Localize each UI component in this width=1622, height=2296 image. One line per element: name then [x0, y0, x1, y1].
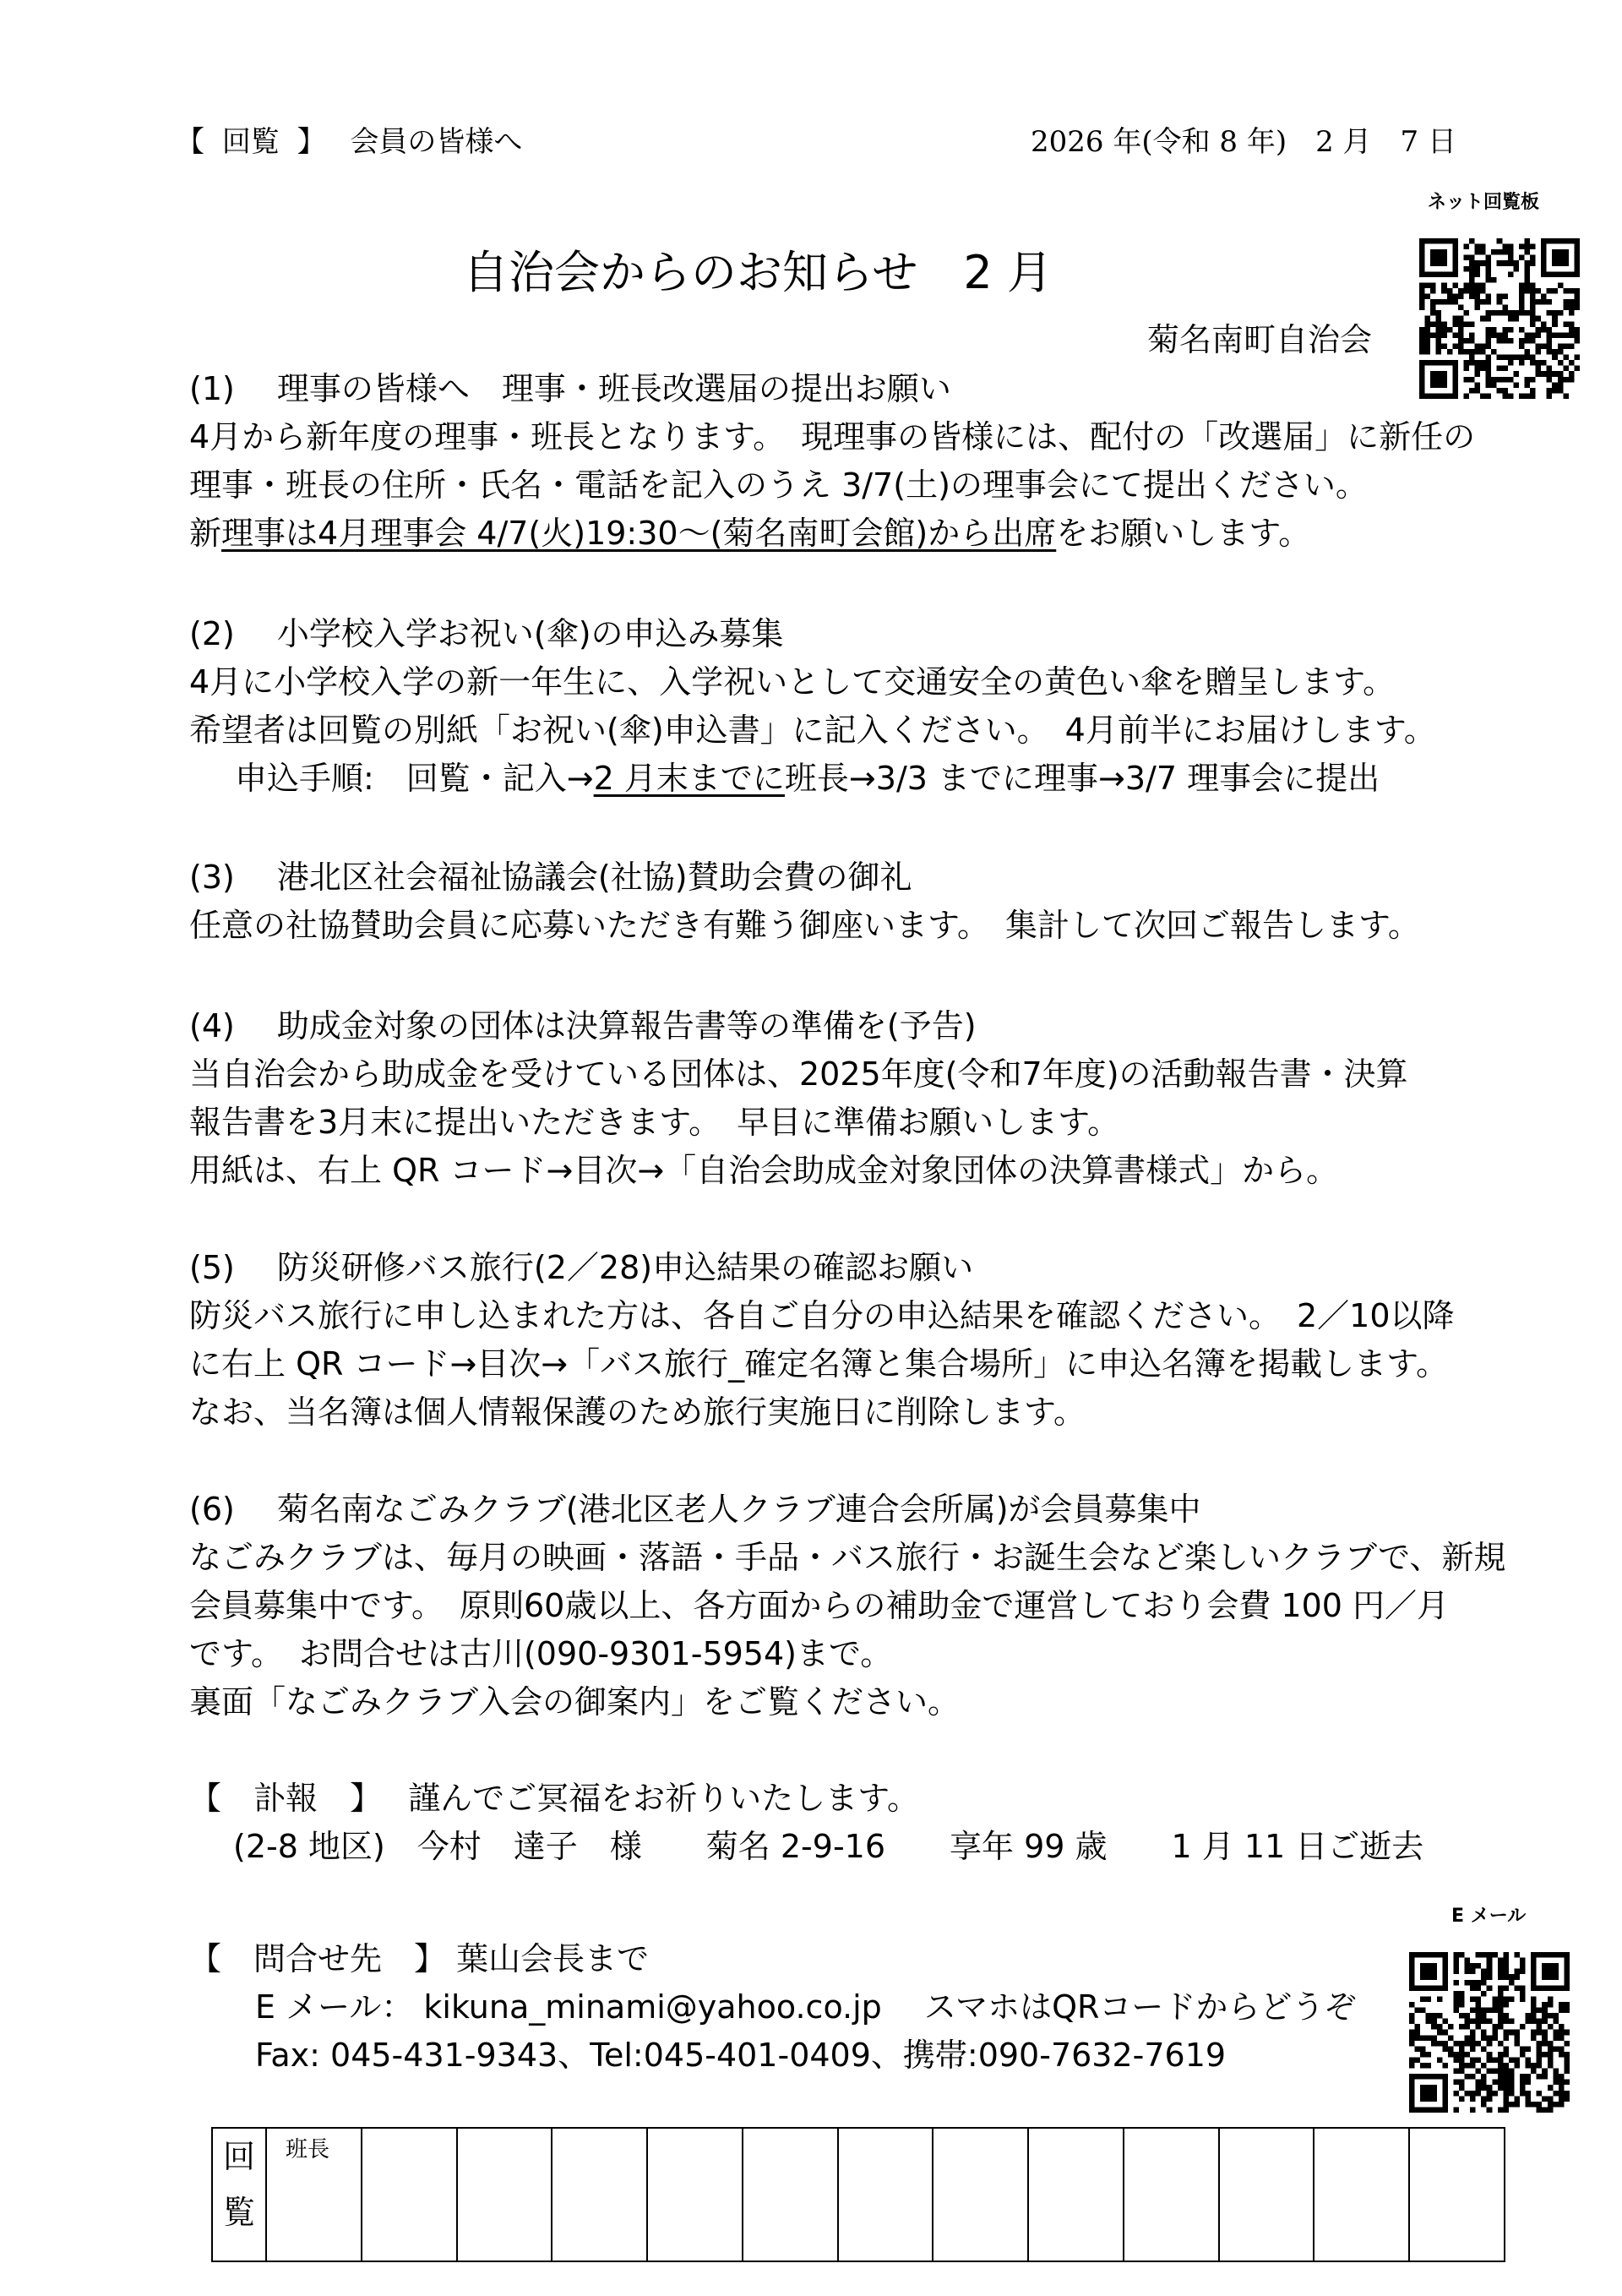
bracket-open: 【 [176, 125, 204, 159]
underlined-text: 2 月末までに [593, 760, 785, 797]
stamp-cell[interactable] [1219, 2128, 1314, 2261]
section-2 [189, 610, 1436, 803]
stamp-cell-hancho[interactable]: 班長 [266, 2128, 362, 2261]
section-line: 希望者は回覧の別紙「お祝い(傘)申込書」に記入ください。 4月前半にお届けします。 [189, 712, 1436, 749]
section-line: 用紙は、右上 QR コード→目次→「自治会助成金対象団体の決算書様式」から。 [189, 1152, 1339, 1189]
section-line: です。 お問合せは古川(090-9301-5954)まで。 [189, 1635, 893, 1672]
qr-caption-email: E メール [1451, 1906, 1527, 1927]
section-1 [189, 365, 1475, 558]
obituary [189, 1775, 1423, 1871]
section-line [189, 510, 1475, 558]
page-title: 自治会からのお知らせ 2 月 [463, 246, 1053, 299]
circulation-label-top: 回 [222, 2138, 255, 2175]
text-run: 班長→3/3 までに理事→3/7 理事会に提出 [784, 760, 1380, 797]
contact-block [189, 1935, 1356, 2080]
underlined-text: 理事は4月理事会 4/7(火)19:30～(菊名南町会館)から出席 [221, 515, 1057, 552]
section-heading: (5) 防災研修バス旅行(2／28)申込結果の確認お願い [189, 1249, 974, 1286]
stamp-cell[interactable] [838, 2128, 933, 2261]
circulation-row [212, 2128, 1505, 2261]
email-qr-code-icon[interactable] [1409, 1952, 1570, 2113]
email-line: E メール： kikuna_minami@yahoo.co.jp スマホはQRコードからどうぞ [255, 1988, 1357, 2026]
section-line: 裏面「なごみクラブ入会の御案内」をご覧ください。 [189, 1683, 961, 1721]
issuer: 菊名南町自治会 [1147, 321, 1373, 358]
obituary-heading: 【 訃報 】 謹んでご冥福をお祈りいたします。 [189, 1780, 920, 1817]
circulation-table [211, 2127, 1505, 2262]
stamp-cell[interactable] [552, 2128, 647, 2261]
section-line: なお、当名簿は個人情報保護のため旅行実施日に削除します。 [189, 1393, 1086, 1431]
bracket-close: 】 [297, 125, 326, 159]
section-5 [189, 1244, 1455, 1437]
section-4 [189, 1002, 1408, 1195]
circulation-label-bottom: 覧 [222, 2194, 255, 2231]
section-heading: (2) 小学校入学お祝い(傘)の申込み募集 [189, 615, 784, 652]
section-line: 報告書を3月末に提出いただきます。 早目に準備お願いします。 [189, 1104, 1120, 1141]
qr-caption-top: ネット回覧板 [1428, 192, 1540, 213]
section-line: 会員募集中です。 原則60歳以上、各方面からの補助金で運営しており会費 100 円／月 [189, 1587, 1450, 1624]
section-line: 4月に小学校入学の新一年生に、入学祝いとして交通安全の黄色い傘を贈呈します。 [189, 663, 1396, 701]
circular-label [176, 118, 522, 160]
procedure-line [189, 755, 1436, 803]
section-heading: (1) 理事の皆様へ 理事・班長改選届の提出お願い [189, 370, 951, 407]
obituary-detail: (2-8 地区) 今村 達子 様 菊名 2-9-16 享年 99 歳 1 月 11 日ご逝去 [233, 1828, 1424, 1865]
section-heading: (6) 菊名南なごみクラブ(港北区老人クラブ連合会所属)が会員募集中 [189, 1491, 1201, 1528]
stamp-cell[interactable] [647, 2128, 743, 2261]
section-6 [189, 1486, 1505, 1726]
circular-word: 回覧 [221, 125, 280, 159]
stamp-cell[interactable] [933, 2128, 1028, 2261]
section-heading: (3) 港北区社会福祉協議会(社協)賛助会費の御礼 [189, 859, 912, 896]
section-heading: (4) 助成金対象の団体は決算報告書等の準備を(予告) [189, 1007, 977, 1044]
circulation-label-cell [212, 2128, 266, 2261]
text-run: 新 [189, 515, 222, 552]
stamp-cell[interactable] [1028, 2128, 1124, 2261]
stamp-cell[interactable] [457, 2128, 552, 2261]
section-line: 当自治会から助成金を受けている団体は、2025年度(令和7年度)の活動報告書・決算 [189, 1055, 1408, 1093]
section-line: なごみクラブは、毎月の映画・落語・手品・バス旅行・お誕生会など楽しいクラブで、新規 [189, 1539, 1506, 1576]
contact-heading: 【 問合せ先 】 葉山会長まで [189, 1940, 650, 1977]
stamp-cell[interactable] [1409, 2128, 1505, 2261]
section-3 [189, 854, 1420, 950]
addressee: 会員の皆様へ [350, 125, 523, 159]
section-line: 防災バス旅行に申し込まれた方は、各自ご自分の申込結果を確認ください。 2／10以降 [189, 1297, 1455, 1334]
stamp-cell[interactable] [362, 2128, 457, 2261]
section-line: 4月から新年度の理事・班長となります。 現理事の皆様には、配付の「改選届」に新任の [189, 418, 1476, 455]
issue-date: 2026 年(令和 8 年) 2 月 7 日 [1031, 125, 1456, 159]
section-line: 任意の社協賛助会員に応募いただき有難う御座います。 集計して次回ご報告します。 [189, 907, 1420, 944]
section-line: に右上 QR コード→目次→「バス旅行_確定名簿と集合場所」に申込名簿を掲載します。 [189, 1345, 1449, 1383]
phone-line: Fax: 045-431-9343、Tel:045-401-0409、携帯:090-7632-7619 [255, 2037, 1227, 2074]
stamp-cell[interactable] [743, 2128, 838, 2261]
stamp-cell[interactable] [1314, 2128, 1409, 2261]
section-line: 理事・班長の住所・氏名・電話を記入のうえ 3/7(土)の理事会にて提出ください。 [189, 466, 1368, 504]
text-run: をお願いします。 [1056, 515, 1311, 552]
text-run: 申込手順: 回覧・記入→ [235, 760, 594, 797]
stamp-cell[interactable] [1124, 2128, 1219, 2261]
